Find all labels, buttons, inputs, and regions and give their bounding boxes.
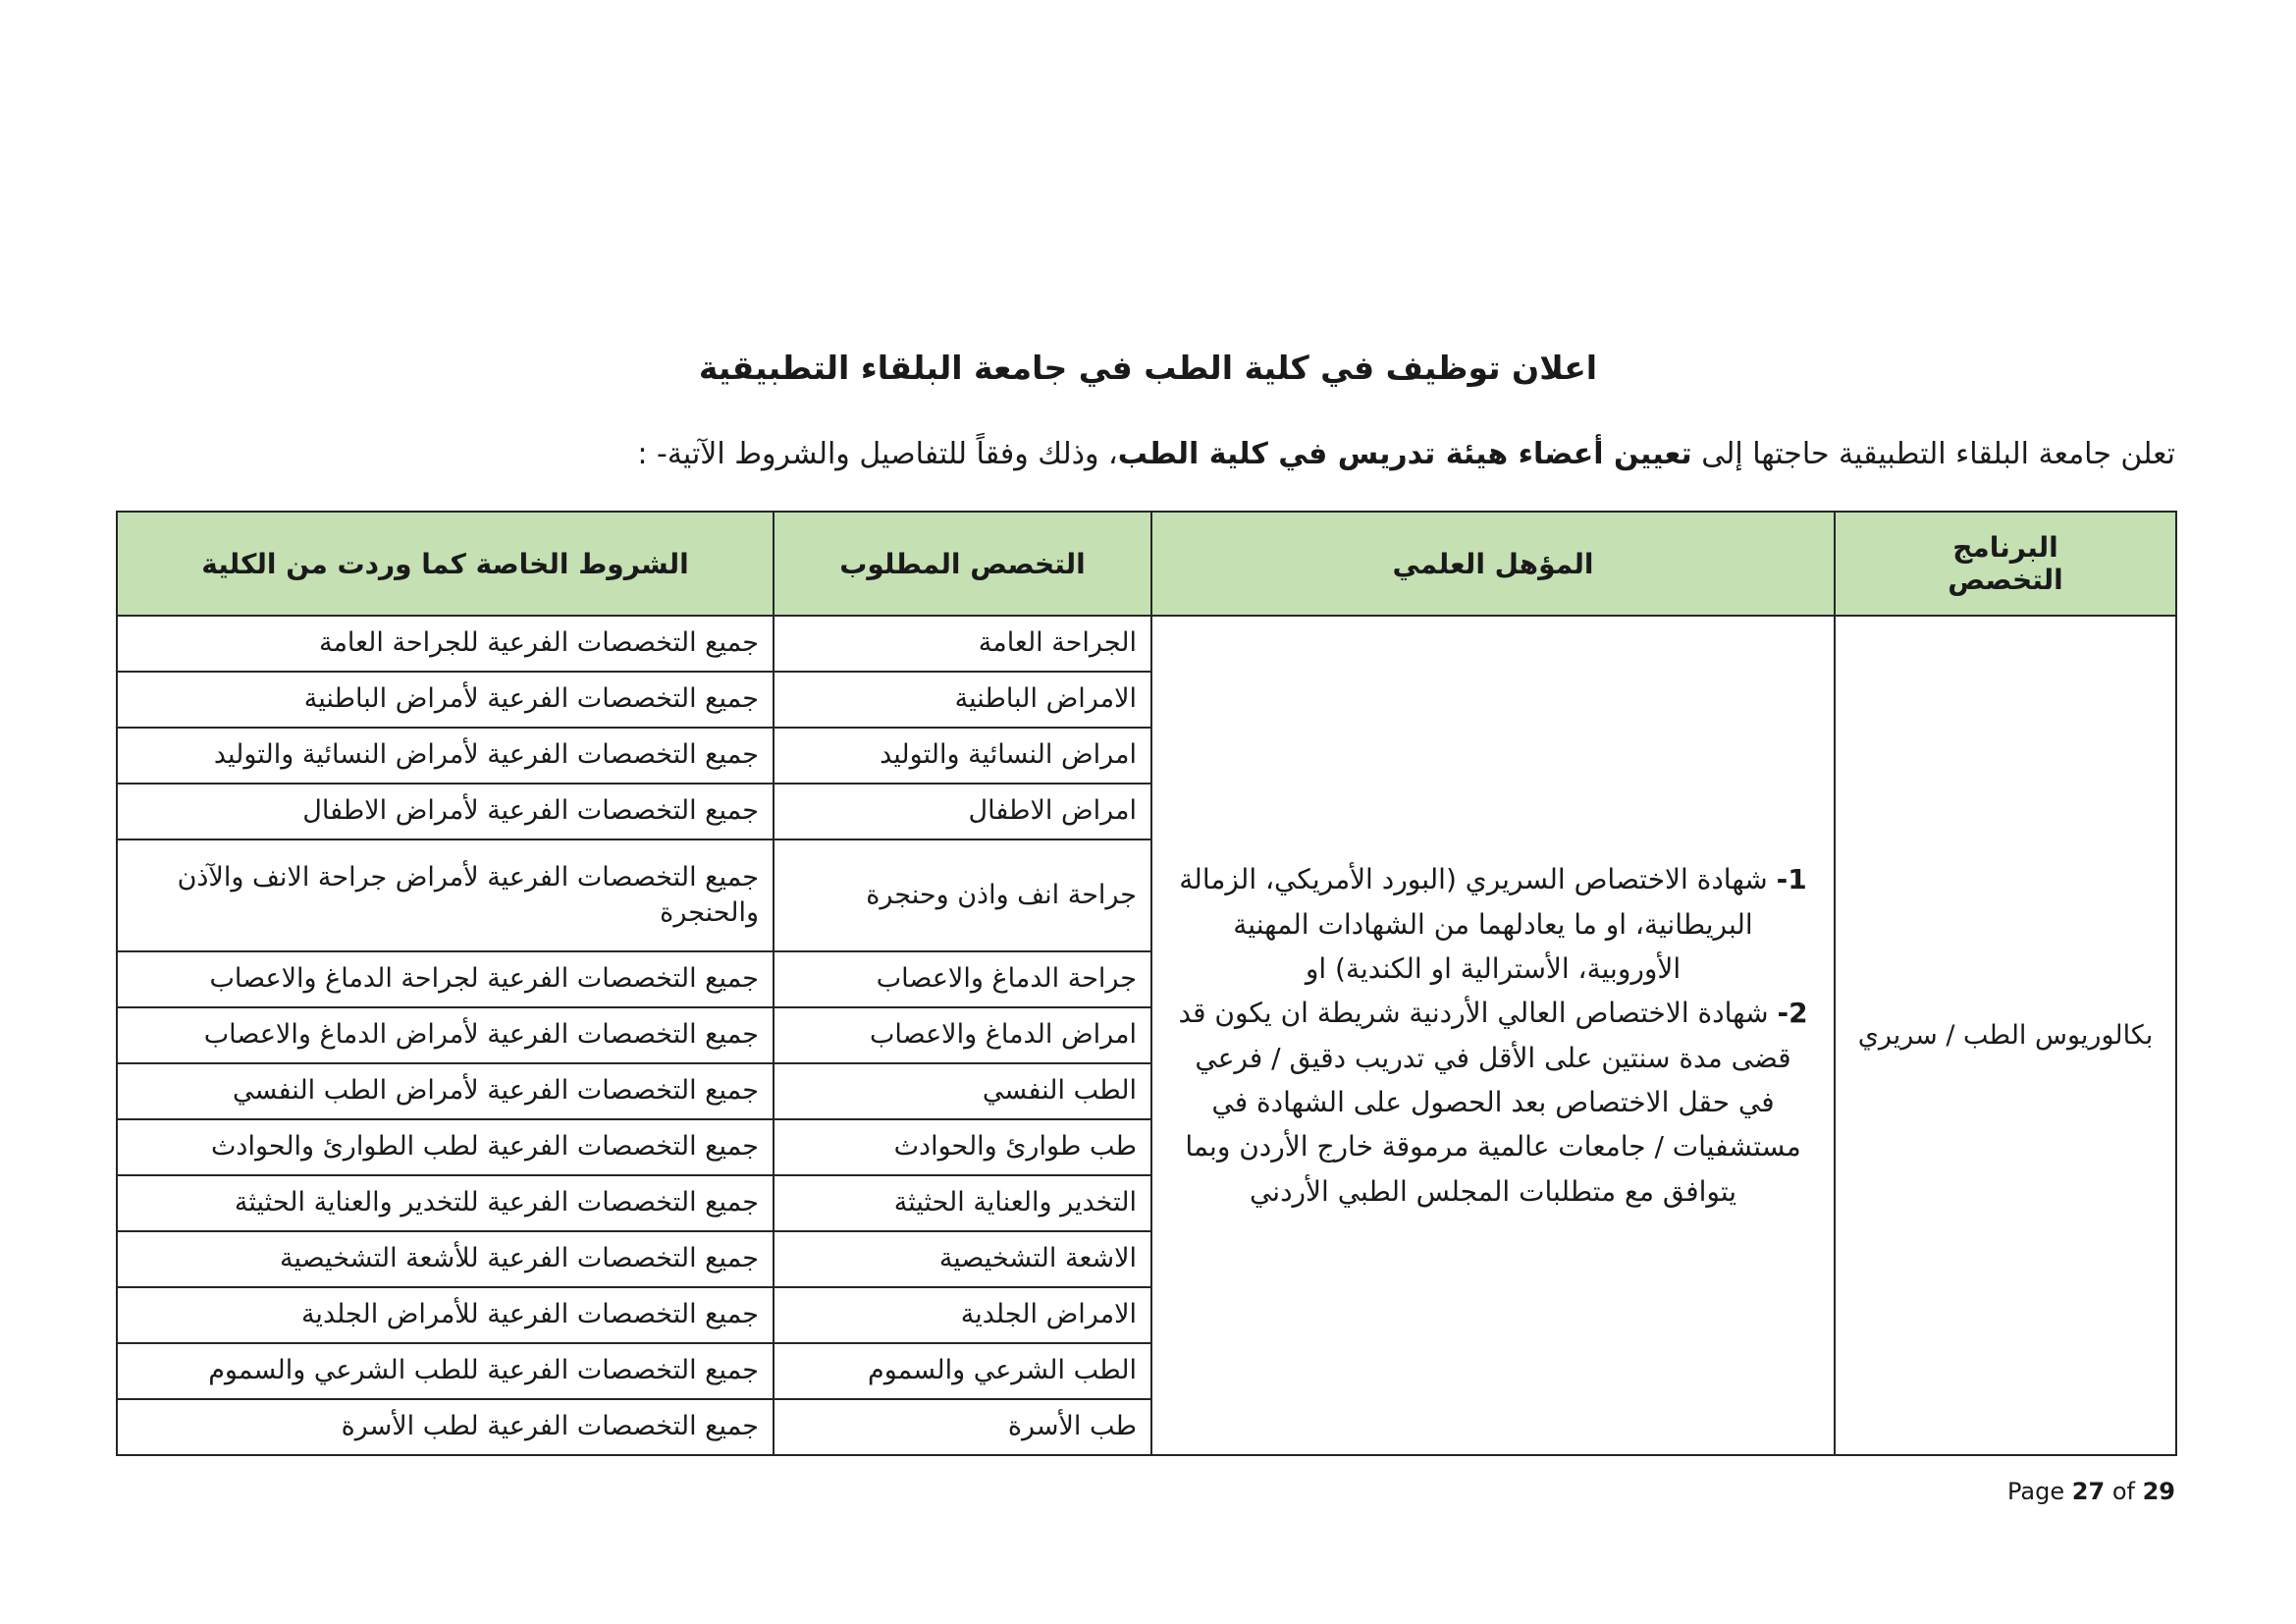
conditions-cell: جميع التخصصات الفرعية لطب الطوارئ والحوادث: [117, 1119, 774, 1175]
intro-paragraph: [18, 434, 2175, 475]
specialization-cell: الطب الشرعي والسموم: [774, 1343, 1151, 1399]
header-specialization: التخصص المطلوب: [774, 512, 1151, 616]
qualification-item-2-text: شهادة الاختصاص العالي الأردنية شريطة ان يكون قد قضى مدة سنتين على الأقل في تدريب دقيق / فرعي في حقل الاختصاص بعد الحصول على الشهادة في مستشفيات / جامعات عالمية مرموقة خارج الأردن وبما يتوافق مع متطلبات المجلس الطبي الأردني: [1178, 997, 1801, 1208]
header-program: [1835, 512, 2176, 616]
qualification-item-2: [1178, 991, 1808, 1214]
page-number-label: Page: [2007, 1478, 2065, 1506]
conditions-cell: جميع التخصصات الفرعية لأمراض الدماغ والاعصاب: [117, 1007, 774, 1063]
qualification-item-1-number: 1-: [1776, 863, 1807, 896]
conditions-cell: جميع التخصصات الفرعية لجراحة الدماغ والاعصاب: [117, 951, 774, 1007]
specialization-cell: التخدير والعناية الحثيثة: [774, 1175, 1151, 1231]
conditions-cell: جميع التخصصات الفرعية لأمراض الاطفال: [117, 784, 774, 839]
conditions-cell: جميع التخصصات الفرعية لأمراض جراحة الانف والآذن والحنجرة: [117, 839, 774, 951]
conditions-cell: جميع التخصصات الفرعية لأمراض الطب النفسي: [117, 1063, 774, 1119]
specialization-cell: امراض الدماغ والاعصاب: [774, 1007, 1151, 1063]
conditions-cell: جميع التخصصات الفرعية لطب الأسرة: [117, 1399, 774, 1455]
conditions-cell: جميع التخصصات الفرعية للجراحة العامة: [117, 616, 774, 672]
conditions-cell: جميع التخصصات الفرعية للطب الشرعي والسموم: [117, 1343, 774, 1399]
header-program-line1: البرنامج: [1952, 531, 2058, 565]
program-cell: بكالوريوس الطب / سريري: [1835, 616, 2176, 1455]
conditions-cell: جميع التخصصات الفرعية للأمراض الجلدية: [117, 1287, 774, 1343]
intro-text-bold: تعيين أعضاء هيئة تدريس في كلية الطب: [1117, 437, 1692, 472]
specialization-cell: طب الأسرة: [774, 1399, 1151, 1455]
vacancies-table: [116, 511, 2177, 1456]
page-number-of-label: of: [2111, 1478, 2135, 1506]
qualification-item-2-number: 2-: [1777, 997, 1808, 1030]
specialization-cell: جراحة الدماغ والاعصاب: [774, 951, 1151, 1007]
header-program-line2: التخصص: [1948, 564, 2063, 597]
header-qualification: المؤهل العلمي: [1151, 512, 1835, 616]
conditions-cell: جميع التخصصات الفرعية لأمراض النسائية والتوليد: [117, 728, 774, 784]
page-number-current: 27: [2071, 1478, 2106, 1506]
specialization-cell: الاشعة التشخيصية: [774, 1231, 1151, 1287]
page-number: [0, 1478, 2175, 1505]
specialization-cell: امراض الاطفال: [774, 784, 1151, 839]
qualification-cell: [1151, 616, 1835, 1455]
table-row: [117, 616, 2176, 672]
qualification-item-1-text: شهادة الاختصاص السريري (البورد الأمريكي، الزمالة البريطانية، او ما يعادلهما من الشهادات المهنية الأوروبية، الأسترالية او الكندية) او: [1179, 863, 1777, 985]
table-header-row: [117, 512, 2176, 616]
conditions-cell: جميع التخصصات الفرعية للتخدير والعناية الحثيثة: [117, 1175, 774, 1231]
table-header: [117, 512, 2176, 616]
specialization-cell: جراحة انف واذن وحنجرة: [774, 839, 1151, 951]
specialization-cell: الامراض الباطنية: [774, 672, 1151, 728]
conditions-cell: جميع التخصصات الفرعية للأشعة التشخيصية: [117, 1231, 774, 1287]
specialization-cell: الامراض الجلدية: [774, 1287, 1151, 1343]
page-number-total: 29: [2142, 1478, 2175, 1506]
intro-text-post: ، وذلك وفقاً للتفاصيل والشروط الآتية- :: [637, 437, 1118, 472]
table-body: [117, 616, 2176, 1455]
specialization-cell: طب طوارئ والحوادث: [774, 1119, 1151, 1175]
page-title: اعلان توظيف في كلية الطب في جامعة البلقاء التطبيقية: [698, 349, 1598, 387]
specialization-cell: الجراحة العامة: [774, 616, 1151, 672]
conditions-cell: جميع التخصصات الفرعية لأمراض الباطنية: [117, 672, 774, 728]
qualification-item-1: [1178, 857, 1808, 991]
intro-text-pre: تعلن جامعة البلقاء التطبيقية حاجتها إلى: [1691, 437, 2175, 472]
specialization-cell: امراض النسائية والتوليد: [774, 728, 1151, 784]
specialization-cell: الطب النفسي: [774, 1063, 1151, 1119]
header-conditions: الشروط الخاصة كما وردت من الكلية: [117, 512, 774, 616]
